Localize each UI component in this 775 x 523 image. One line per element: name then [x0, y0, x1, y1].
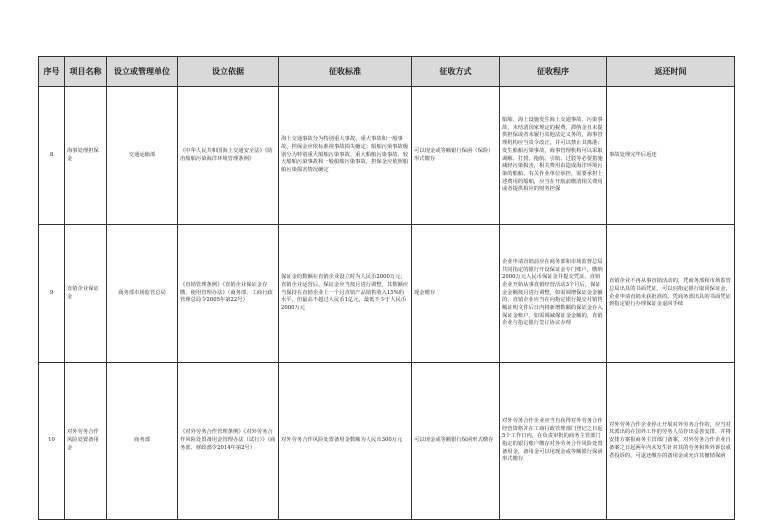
- cell-method: 可以现金或等额银行保函形式缴存: [412, 363, 500, 520]
- cell-standard: 海上交通事故分为特别重大事故、重大事故和一般事故，担保金应依标准视事故损失确定；船舶污染事故级别分为特别重大船舶污染事故、重大船舶污染事故、较大船舶污染事故和一般船舶污染事故，担保金应依照船舶污染损害情况确定: [279, 87, 412, 225]
- cell-return: 事故处理完毕后返还: [607, 87, 735, 225]
- cell-return: 直销企业不再从事直销活动的，凭商务部和市场监管总局出具的书面凭证，可以向指定银行取回保证金，企业申请直销未获批准的，凭商务部出具的书面凭证到指定银行办理保证金退回手续: [607, 225, 735, 363]
- fee-table: [38, 56, 735, 520]
- cell-dept: 商务部市场监管总局: [107, 225, 178, 363]
- cell-standard: 对外劳务合作风险处置备用金数额为人民币300万元: [279, 363, 412, 520]
- header-procedure: 征收程序: [500, 57, 607, 87]
- cell-procedure: 企业申请直销前应在商务部和市场监督总局共同指定的银行开设保证金专门账户，缴纳2000万元人民币保证金并提交凭证，直销企业开始从事直销经营活动3个月后，保证金金额按月进行调整，如需调增保证金金额的，直销企业应当在向指定银行提交月销售额证明文件后日内将新增数额的保证金存入保证金账户，如需调减保证金金额的，直销企业与指定银行签订协议办理: [500, 225, 607, 363]
- table-row: [39, 87, 735, 225]
- cell-basis: 《对外劳务合作管理条例》《对外劳务合作风险处置备用金管理办法（试行）》（商务部、财政部令2014年第2号）: [178, 363, 279, 520]
- header-dept: 设立或管理单位: [107, 57, 178, 87]
- cell-dept: 交通运输部: [107, 87, 178, 225]
- cell-seq: 8: [39, 87, 65, 225]
- header-seq: 序号: [39, 57, 65, 87]
- cell-procedure: 对外劳务合作企业应当自获得对外劳务合作经营资格并在工商行政管理部门登记之日起5个工作日内，在负责审批的商务主管部门指定的银行账户缴存对外劳务合作风险处置备用金，备用金可以用现金或等额银行保函形式缴存: [500, 363, 607, 520]
- cell-basis: 《直销管理条例》《直销企业保证金存缴、使用管理办法》（商务部、工商行政管理总局令2005年第22号）: [178, 225, 279, 363]
- header-basis: 设立依据: [178, 57, 279, 87]
- cell-method: 现金缴存: [412, 225, 500, 363]
- cell-standard: 保证金的数额在直销企业设立时为人民币2000万元；直销企业运营后，保证金应当按月进行调整，其数额应当保持在直销企业上一个月直销产品销售收入15%的水平，但最高不超过人民币1亿元，最低不少于人民币2000万元: [279, 225, 412, 363]
- cell-basis: 《中华人民共和国海上交通安全法》《防治船舶污染海洋环境管理条例》: [178, 87, 279, 225]
- table-row: [39, 363, 735, 520]
- cell-name: 海事处理担保金: [65, 87, 107, 225]
- header-return: 返还时间: [607, 57, 735, 87]
- cell-dept: 商务部: [107, 363, 178, 520]
- cell-method: 可以现金或等额银行保函（保险）形式缴存: [412, 87, 500, 225]
- cell-name: 对外劳务合作风险处置备用金: [65, 363, 107, 520]
- cell-name: 直销企业保证金: [65, 225, 107, 363]
- cell-procedure: 船舶、海上设施发生海上交通事故、污染事故，未结清国家规定的税费，滞纳金且未提供担保或者未履行其他法定义务的，海事管理机构应当责令改正，并可以禁止其离港；发生船舶污染事故，海事管理机构可以采取调解、打捞、拖航、引航、过驳等必要措施减轻污染损害，相关费用由造成海洋环境污染的船舶、有关作业单位承担，需要承担上述费用的船舶，应当在开航前缴清相关费用或者提供相应的财务担保: [500, 87, 607, 225]
- cell-seq: 10: [39, 363, 65, 520]
- header-row: [39, 57, 735, 87]
- cell-return: 对外劳务合作企业停止开展对外劳务合作的，应当对其派出的在国外工作的劳务人员作出妥善安排，并将安排方案报商务主管部门备案，对外劳务合作企业自备案之日起两年内未发生针对其的劳务和涉外诉讼或者投诉的，可退还缴存的备用金或允许其撤销保函: [607, 363, 735, 520]
- header-standard: 征收标准: [279, 57, 412, 87]
- cell-seq: 9: [39, 225, 65, 363]
- fee-table-page: [38, 56, 734, 520]
- table-row: [39, 225, 735, 363]
- header-name: 项目名称: [65, 57, 107, 87]
- header-method: 征收方式: [412, 57, 500, 87]
